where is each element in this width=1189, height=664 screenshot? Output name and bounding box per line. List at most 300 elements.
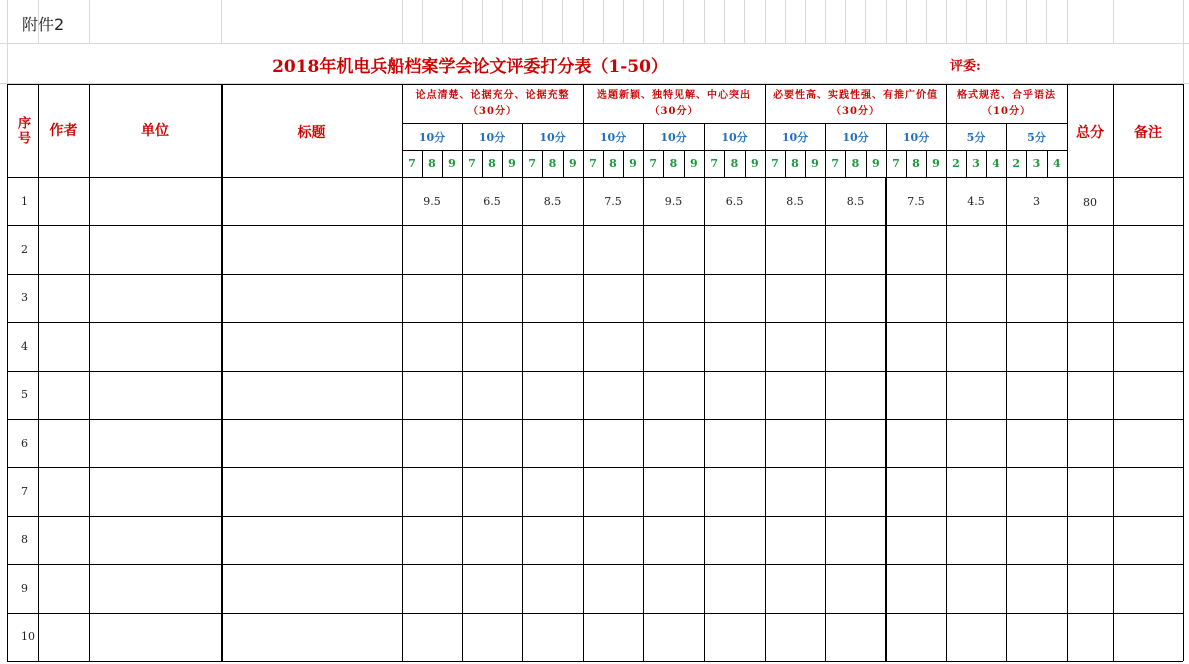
score-level[interactable]: 2 xyxy=(952,157,960,170)
criteria-group-header: 选题新颖、独特见解、中心突出（30分） xyxy=(597,89,751,117)
remark-cell[interactable] xyxy=(1113,371,1183,419)
level-divider xyxy=(563,150,564,177)
author-cell[interactable] xyxy=(38,516,89,564)
criteria-group-header: 格式规范、合乎语法（10分） xyxy=(957,89,1056,117)
gridline xyxy=(724,0,725,43)
table-border xyxy=(7,84,8,661)
level-divider xyxy=(502,150,503,177)
score-cell[interactable] xyxy=(1006,564,1067,612)
title-cell[interactable] xyxy=(221,274,402,322)
unit-cell[interactable] xyxy=(89,225,221,273)
table-border xyxy=(1067,84,1068,661)
score-cell[interactable] xyxy=(462,419,522,467)
score-level[interactable]: 7 xyxy=(649,157,657,170)
header-seq: 序号 xyxy=(15,115,30,146)
score-cell[interactable] xyxy=(886,322,946,370)
remark-cell[interactable] xyxy=(1113,613,1183,661)
score-cell[interactable] xyxy=(402,274,462,322)
level-divider xyxy=(482,150,483,177)
score-cell[interactable] xyxy=(462,322,522,370)
score-cell[interactable] xyxy=(704,371,765,419)
level-divider xyxy=(926,150,927,177)
score-level[interactable]: 9 xyxy=(448,157,456,170)
table-border xyxy=(1183,84,1184,661)
header-unit: 单位 xyxy=(141,123,169,139)
score-cell[interactable] xyxy=(402,225,462,273)
gridline xyxy=(1046,0,1047,43)
unit-cell[interactable] xyxy=(89,564,221,612)
score-cell[interactable] xyxy=(402,419,462,467)
remark-cell[interactable] xyxy=(1113,516,1183,564)
gridline xyxy=(562,0,563,43)
row-number: 8 xyxy=(21,533,28,547)
sheet-title: 2018年机电兵船档案学会论文评委打分表（1-50） xyxy=(272,56,668,77)
score-cell[interactable]: 6.5 xyxy=(725,194,744,208)
gridline xyxy=(805,0,806,43)
remark-cell[interactable] xyxy=(1113,225,1183,273)
author-cell[interactable] xyxy=(38,322,89,370)
score-level[interactable]: 8 xyxy=(488,157,496,170)
unit-cell[interactable] xyxy=(89,371,221,419)
score-level[interactable]: 8 xyxy=(609,157,617,170)
unit-cell[interactable] xyxy=(89,516,221,564)
score-cell[interactable] xyxy=(522,225,583,273)
header-total: 总分 xyxy=(1076,125,1104,141)
score-cell[interactable] xyxy=(946,322,1006,370)
table-border xyxy=(7,225,1183,226)
score-level[interactable]: 7 xyxy=(892,157,900,170)
total-cell[interactable] xyxy=(1067,274,1113,322)
remark-cell[interactable] xyxy=(1113,419,1183,467)
score-cell[interactable]: 8.5 xyxy=(543,194,562,208)
table-border xyxy=(7,516,1183,517)
score-cell[interactable] xyxy=(1006,225,1067,273)
gridline xyxy=(825,0,826,43)
score-cell[interactable] xyxy=(583,225,643,273)
gridline xyxy=(643,0,644,43)
author-cell[interactable] xyxy=(38,564,89,612)
score-level[interactable]: 7 xyxy=(468,157,476,170)
row-number: 10 xyxy=(21,630,35,644)
gridline xyxy=(845,0,846,43)
header-author: 作者 xyxy=(49,123,78,139)
criteria-points: 5分 xyxy=(1027,130,1046,144)
score-cell[interactable] xyxy=(946,467,1006,515)
row-number: 6 xyxy=(21,436,28,450)
criteria-points: 10分 xyxy=(539,130,566,144)
level-divider xyxy=(906,150,907,177)
score-cell[interactable] xyxy=(1006,516,1067,564)
score-cell[interactable] xyxy=(522,322,583,370)
gridline xyxy=(785,0,786,43)
gridline xyxy=(744,0,745,43)
score-cell[interactable] xyxy=(643,419,704,467)
unit-cell[interactable] xyxy=(89,274,221,322)
score-level[interactable]: 9 xyxy=(689,157,698,170)
score-cell[interactable] xyxy=(765,564,825,612)
score-cell[interactable] xyxy=(402,371,462,419)
score-level[interactable]: 9 xyxy=(932,157,940,170)
score-cell[interactable] xyxy=(643,467,704,515)
table-border xyxy=(7,322,1183,323)
author-cell[interactable] xyxy=(38,177,89,225)
score-level[interactable]: 7 xyxy=(831,157,839,170)
criteria-group-header: 必要性高、实践性强、有推广价值（30分） xyxy=(773,89,938,117)
score-level[interactable]: 8 xyxy=(730,157,739,170)
table-border xyxy=(38,84,39,661)
table-border xyxy=(7,419,1183,420)
score-cell[interactable] xyxy=(583,467,643,515)
score-level[interactable]: 9 xyxy=(750,157,759,170)
gridline xyxy=(221,0,222,43)
title-cell[interactable] xyxy=(221,225,402,273)
gridline xyxy=(0,43,1189,44)
gridline xyxy=(986,0,987,43)
score-cell[interactable] xyxy=(886,371,946,419)
remark-cell[interactable] xyxy=(1113,467,1183,515)
table-border xyxy=(1006,123,1007,661)
header-title: 标题 xyxy=(297,125,326,141)
total-cell[interactable] xyxy=(1067,613,1113,661)
gridline xyxy=(765,0,766,43)
score-cell[interactable] xyxy=(522,419,583,467)
score-cell[interactable] xyxy=(946,516,1006,564)
score-cell[interactable] xyxy=(1006,322,1067,370)
table-border xyxy=(462,123,463,661)
title-cell[interactable] xyxy=(221,564,402,612)
score-cell[interactable] xyxy=(765,467,825,515)
level-divider xyxy=(966,150,967,177)
gridline xyxy=(502,0,503,43)
score-cell[interactable] xyxy=(583,274,643,322)
table-border xyxy=(7,84,1183,85)
score-level[interactable]: 8 xyxy=(791,157,799,170)
score-cell[interactable] xyxy=(825,516,886,564)
gridline xyxy=(1113,0,1114,43)
unit-cell[interactable] xyxy=(89,613,221,661)
score-cell[interactable] xyxy=(643,613,704,661)
score-cell[interactable] xyxy=(886,613,946,661)
gridline xyxy=(704,0,705,43)
total-cell[interactable] xyxy=(1067,467,1113,515)
score-cell[interactable] xyxy=(704,516,765,564)
score-cell[interactable]: 3 xyxy=(1033,194,1040,208)
criteria-points: 10分 xyxy=(418,130,446,144)
score-cell[interactable] xyxy=(643,274,704,322)
score-level[interactable]: 9 xyxy=(568,157,577,170)
title-cell[interactable] xyxy=(221,516,402,564)
score-cell[interactable] xyxy=(886,467,946,515)
author-cell[interactable] xyxy=(38,419,89,467)
score-cell[interactable] xyxy=(825,225,886,273)
remark-cell[interactable] xyxy=(1113,177,1183,225)
score-cell[interactable] xyxy=(825,419,886,467)
row-number: 3 xyxy=(21,291,28,305)
score-cell[interactable] xyxy=(704,613,765,661)
score-cell[interactable] xyxy=(825,274,886,322)
score-cell[interactable] xyxy=(522,516,583,564)
gridline xyxy=(89,0,90,43)
score-cell[interactable] xyxy=(946,274,1006,322)
score-cell[interactable] xyxy=(704,225,765,273)
gridline xyxy=(683,0,684,43)
score-level[interactable]: 9 xyxy=(871,157,880,170)
table-border xyxy=(583,84,584,661)
score-cell[interactable] xyxy=(946,613,1006,661)
score-cell[interactable] xyxy=(402,516,462,564)
remark-cell[interactable] xyxy=(1113,274,1183,322)
score-cell[interactable] xyxy=(946,564,1006,612)
score-cell[interactable] xyxy=(704,564,765,612)
score-cell[interactable] xyxy=(946,371,1006,419)
table-border xyxy=(7,661,1183,662)
score-cell[interactable] xyxy=(946,419,1006,467)
score-level[interactable]: 9 xyxy=(629,157,637,170)
row-number: 7 xyxy=(21,485,28,499)
level-divider xyxy=(442,150,443,177)
unit-cell[interactable] xyxy=(89,177,221,225)
score-cell[interactable] xyxy=(522,467,583,515)
table-border xyxy=(402,123,1067,124)
score-cell[interactable] xyxy=(522,371,583,419)
total-cell[interactable] xyxy=(1067,516,1113,564)
level-divider xyxy=(603,150,604,177)
score-cell[interactable] xyxy=(825,467,886,515)
table-border xyxy=(7,467,1183,468)
author-cell[interactable] xyxy=(38,274,89,322)
total-cell[interactable] xyxy=(1067,419,1113,467)
gridline xyxy=(966,0,967,43)
score-cell[interactable] xyxy=(643,322,704,370)
score-cell[interactable] xyxy=(765,419,825,467)
level-divider xyxy=(785,150,786,177)
level-divider xyxy=(1047,150,1048,177)
table-border xyxy=(7,371,1183,372)
criteria-points: 10分 xyxy=(478,130,506,144)
score-cell[interactable] xyxy=(825,371,886,419)
score-level[interactable]: 7 xyxy=(589,157,597,170)
gridline xyxy=(865,0,866,43)
row-number: 2 xyxy=(21,243,28,257)
total-cell[interactable] xyxy=(1067,322,1113,370)
gridline xyxy=(522,0,523,43)
score-cell[interactable] xyxy=(462,371,522,419)
score-level[interactable]: 7 xyxy=(771,157,779,170)
table-border xyxy=(643,123,644,661)
score-cell[interactable] xyxy=(583,419,643,467)
score-cell[interactable] xyxy=(643,371,704,419)
criteria-points: 10分 xyxy=(902,130,930,144)
score-cell[interactable]: 8.5 xyxy=(846,194,865,208)
table-border xyxy=(89,84,90,661)
gridline xyxy=(603,0,604,43)
score-cell[interactable] xyxy=(402,322,462,370)
total-cell[interactable]: 80 xyxy=(1083,195,1097,209)
score-cell[interactable] xyxy=(462,467,522,515)
title-cell[interactable] xyxy=(221,177,402,225)
gridline xyxy=(946,0,947,43)
score-cell[interactable] xyxy=(522,564,583,612)
level-divider xyxy=(663,150,664,177)
table-border xyxy=(7,274,1183,275)
table-border xyxy=(402,84,403,661)
title-cell[interactable] xyxy=(221,371,402,419)
score-cell[interactable] xyxy=(462,613,522,661)
score-cell[interactable]: 8.5 xyxy=(786,194,804,208)
level-divider xyxy=(1026,150,1027,177)
level-divider xyxy=(724,150,725,177)
score-cell[interactable] xyxy=(765,274,825,322)
score-level[interactable]: 3 xyxy=(1032,157,1041,170)
gridline xyxy=(1183,0,1184,43)
score-level[interactable]: 4 xyxy=(992,157,1000,170)
criteria-points: 10分 xyxy=(842,130,869,144)
author-cell[interactable] xyxy=(38,371,89,419)
score-cell[interactable] xyxy=(825,613,886,661)
score-cell[interactable]: 7.5 xyxy=(907,194,925,208)
table-border xyxy=(7,177,1183,178)
author-cell[interactable] xyxy=(38,467,89,515)
unit-cell[interactable] xyxy=(89,467,221,515)
score-cell[interactable] xyxy=(886,419,946,467)
score-cell[interactable] xyxy=(765,225,825,273)
criteria-points: 10分 xyxy=(781,130,809,144)
score-level[interactable]: 8 xyxy=(548,157,557,170)
score-level[interactable]: 8 xyxy=(912,157,920,170)
gridline xyxy=(906,0,907,43)
unit-cell[interactable] xyxy=(89,419,221,467)
level-divider xyxy=(986,150,987,177)
score-cell[interactable] xyxy=(402,613,462,661)
score-cell[interactable]: 4.5 xyxy=(967,194,985,208)
table-border xyxy=(765,84,766,661)
score-level[interactable]: 9 xyxy=(811,157,819,170)
score-cell[interactable] xyxy=(462,225,522,273)
score-cell[interactable] xyxy=(462,274,522,322)
score-level[interactable]: 9 xyxy=(508,157,516,170)
score-cell[interactable] xyxy=(765,322,825,370)
total-cell[interactable] xyxy=(1067,564,1113,612)
gridline xyxy=(482,0,483,43)
total-cell[interactable] xyxy=(1067,371,1113,419)
table-border xyxy=(1113,84,1114,661)
level-divider xyxy=(805,150,806,177)
score-cell[interactable] xyxy=(946,225,1006,273)
score-cell[interactable]: 9.5 xyxy=(423,194,441,208)
score-level[interactable]: 3 xyxy=(972,157,980,170)
score-level[interactable]: 7 xyxy=(710,157,718,170)
table-border xyxy=(402,150,1067,151)
score-level[interactable]: 8 xyxy=(669,157,678,170)
score-cell[interactable] xyxy=(1006,419,1067,467)
score-cell[interactable] xyxy=(583,613,643,661)
row-number: 5 xyxy=(21,388,28,402)
score-cell[interactable] xyxy=(402,564,462,612)
score-cell[interactable] xyxy=(583,516,643,564)
author-cell[interactable] xyxy=(38,613,89,661)
criteria-points: 10分 xyxy=(660,130,687,144)
score-cell[interactable] xyxy=(765,516,825,564)
title-cell[interactable] xyxy=(221,613,402,661)
remark-cell[interactable] xyxy=(1113,564,1183,612)
score-cell[interactable] xyxy=(886,225,946,273)
score-cell[interactable] xyxy=(886,274,946,322)
row-number: 1 xyxy=(21,194,28,208)
score-cell[interactable] xyxy=(402,467,462,515)
score-level[interactable]: 4 xyxy=(1052,157,1061,170)
table-border xyxy=(825,123,826,661)
score-cell[interactable] xyxy=(643,564,704,612)
gridline xyxy=(402,0,403,43)
score-cell[interactable] xyxy=(522,613,583,661)
score-cell[interactable] xyxy=(704,322,765,370)
row-number: 9 xyxy=(21,581,28,595)
unit-cell[interactable] xyxy=(89,322,221,370)
header-remark: 备注 xyxy=(1134,125,1162,141)
level-divider xyxy=(684,150,685,177)
level-divider xyxy=(845,150,846,177)
score-cell[interactable] xyxy=(765,371,825,419)
score-cell[interactable] xyxy=(1006,467,1067,515)
score-level[interactable]: 2 xyxy=(1012,157,1020,170)
table-border xyxy=(7,564,1183,565)
score-level[interactable]: 7 xyxy=(408,157,416,170)
score-cell[interactable] xyxy=(643,516,704,564)
title-cell[interactable] xyxy=(221,322,402,370)
attachment-label: 附件2 xyxy=(22,14,65,34)
gridline xyxy=(886,0,887,43)
score-level[interactable]: 7 xyxy=(528,157,536,170)
table-border xyxy=(221,84,223,661)
score-cell[interactable] xyxy=(704,274,765,322)
score-cell[interactable] xyxy=(1006,371,1067,419)
table-border xyxy=(946,84,947,661)
score-cell[interactable]: 6.5 xyxy=(483,194,501,208)
score-cell[interactable] xyxy=(583,371,643,419)
score-cell[interactable] xyxy=(886,564,946,612)
remark-cell[interactable] xyxy=(1113,322,1183,370)
score-cell[interactable] xyxy=(583,564,643,612)
score-cell[interactable] xyxy=(765,613,825,661)
score-cell[interactable] xyxy=(522,274,583,322)
level-divider xyxy=(542,150,543,177)
criteria-points: 10分 xyxy=(599,130,627,144)
score-cell[interactable] xyxy=(462,564,522,612)
title-cell[interactable] xyxy=(221,419,402,467)
score-cell[interactable] xyxy=(1006,613,1067,661)
author-cell[interactable] xyxy=(38,225,89,273)
score-cell[interactable] xyxy=(704,467,765,515)
score-level[interactable]: 8 xyxy=(851,157,860,170)
score-cell[interactable] xyxy=(583,322,643,370)
score-cell[interactable]: 9.5 xyxy=(664,194,683,208)
score-cell[interactable] xyxy=(886,516,946,564)
score-cell[interactable]: 7.5 xyxy=(604,194,622,208)
table-border xyxy=(522,123,523,661)
score-cell[interactable] xyxy=(462,516,522,564)
score-cell[interactable] xyxy=(704,419,765,467)
score-cell[interactable] xyxy=(825,322,886,370)
table-border xyxy=(7,613,1183,614)
score-cell[interactable] xyxy=(1006,274,1067,322)
score-cell[interactable] xyxy=(825,564,886,612)
total-cell[interactable] xyxy=(1067,225,1113,273)
score-level[interactable]: 8 xyxy=(428,157,436,170)
score-cell[interactable] xyxy=(643,225,704,273)
title-cell[interactable] xyxy=(221,467,402,515)
gridline xyxy=(1006,0,1007,43)
gridline xyxy=(542,0,543,43)
